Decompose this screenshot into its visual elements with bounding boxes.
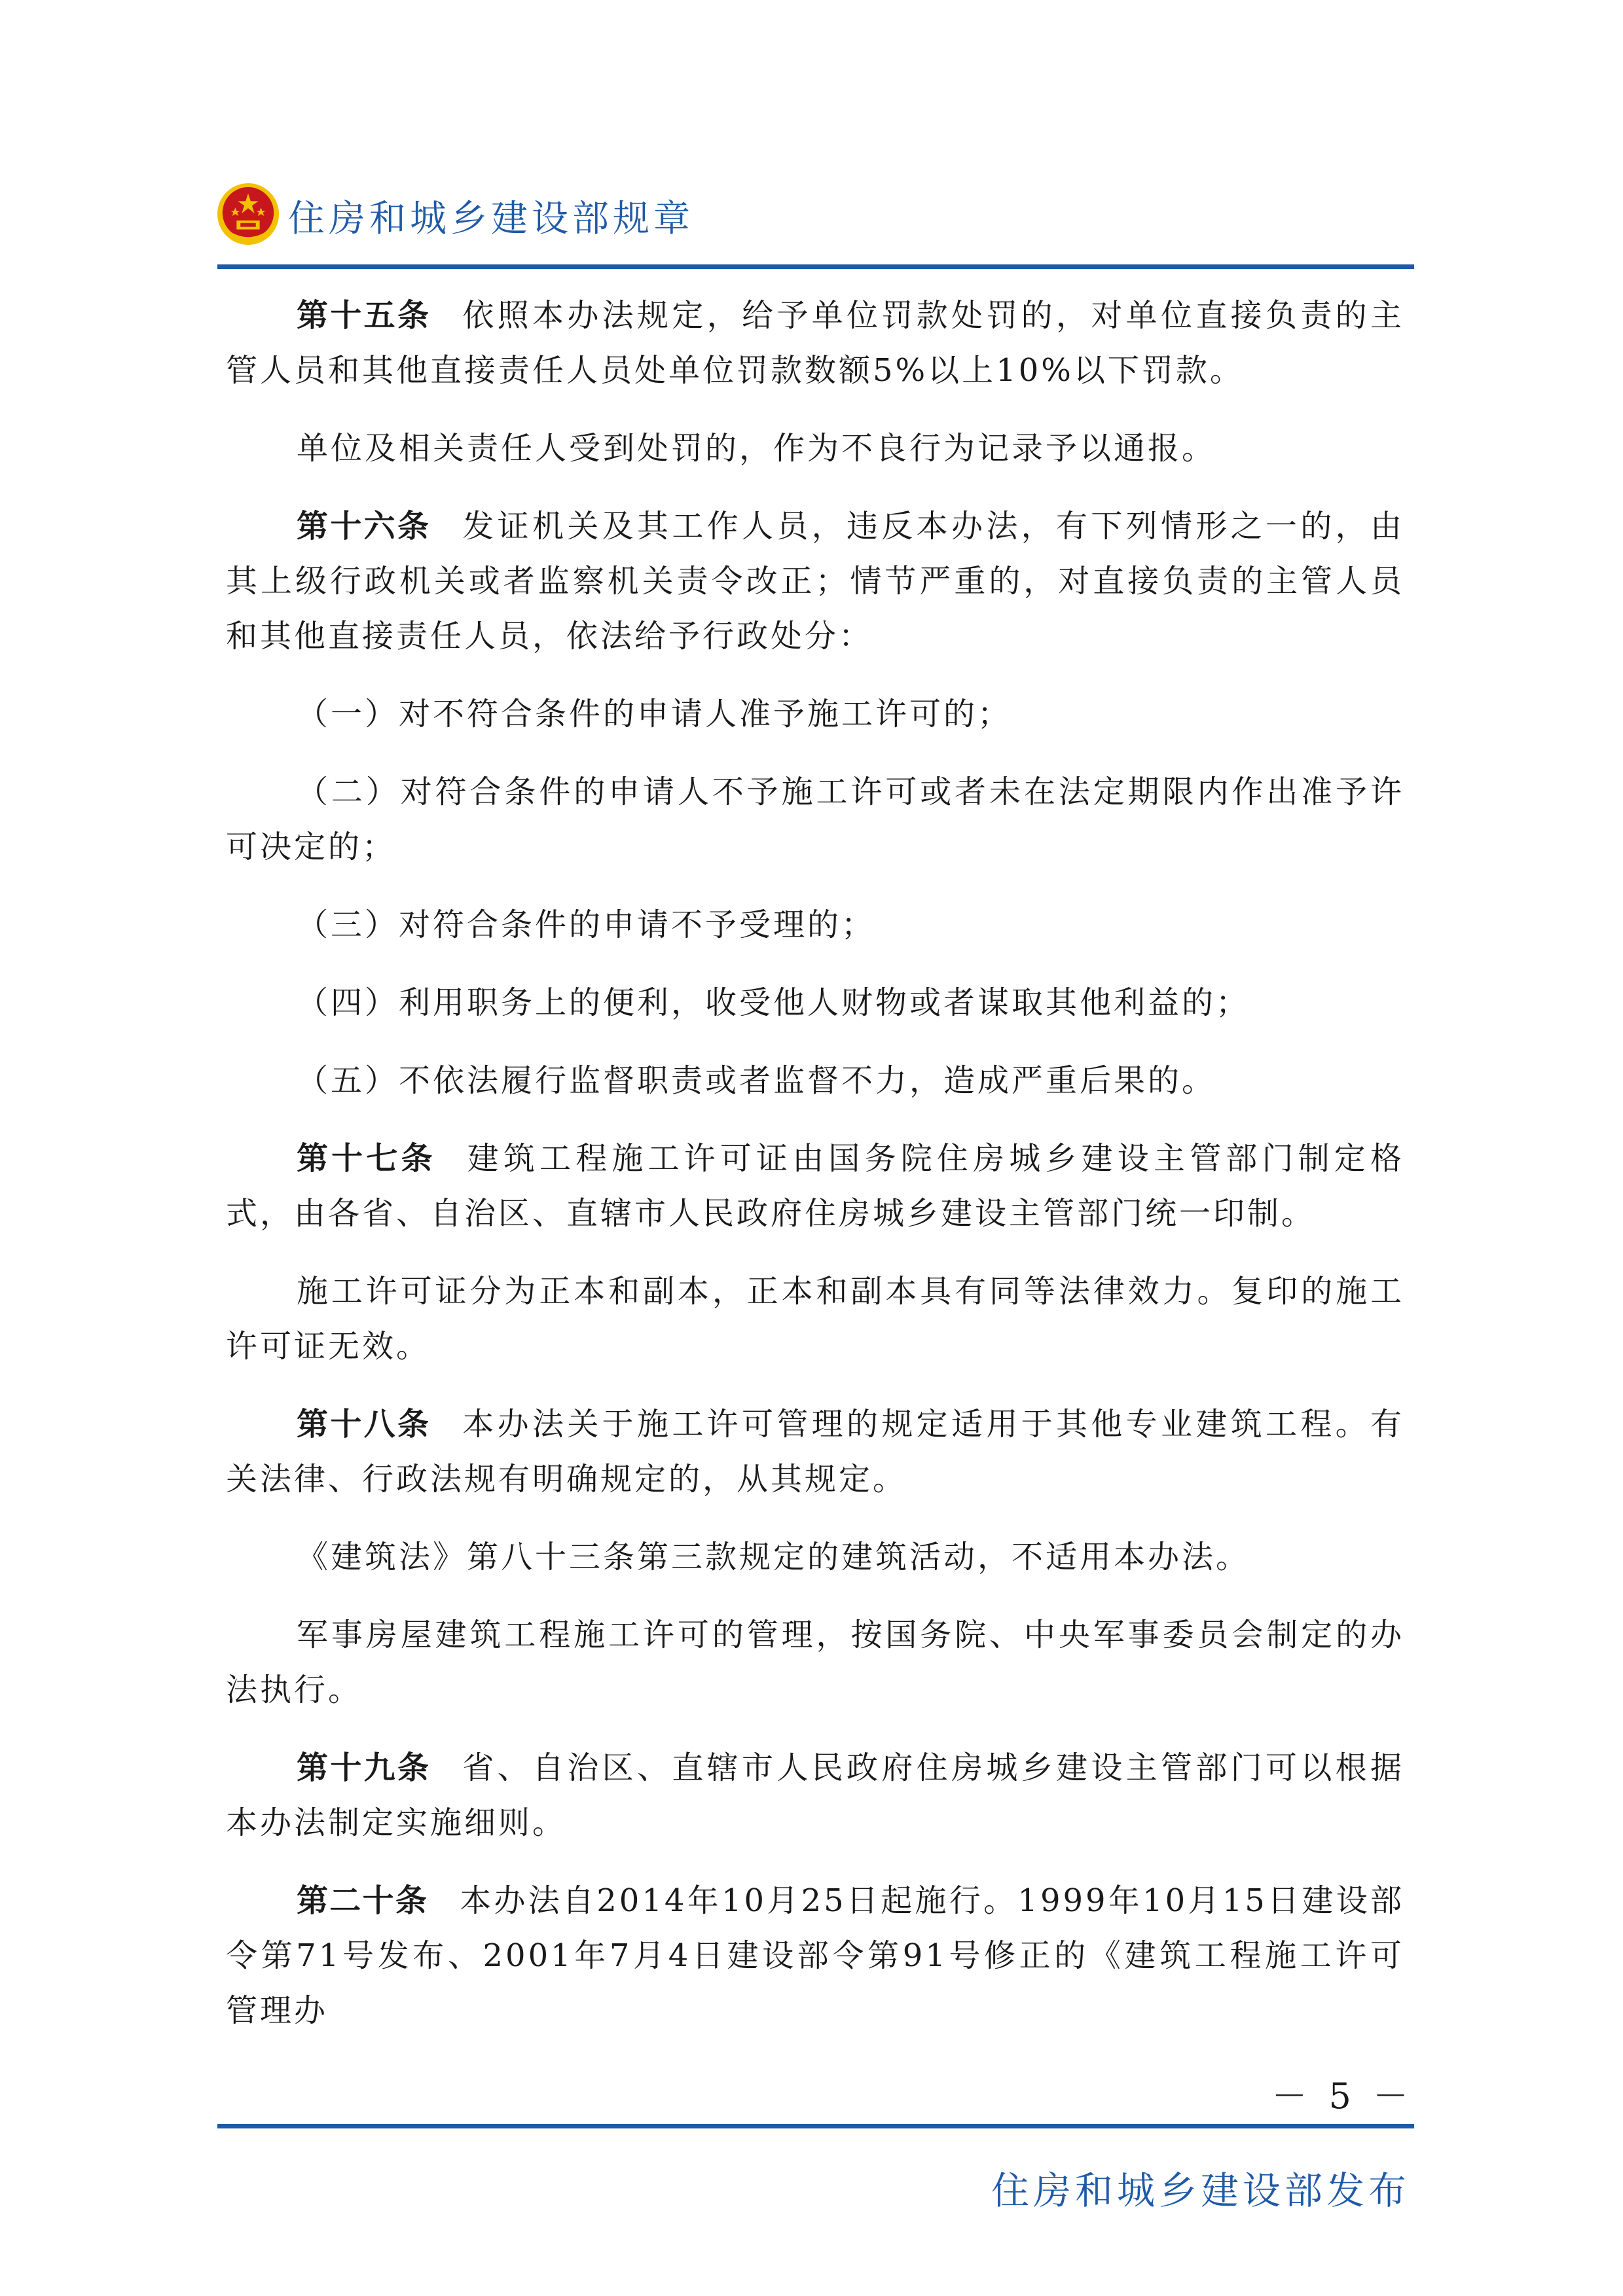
paragraph-text: 单位及相关责任人受到处罚的，作为不良行为记录予以通报。 — [297, 430, 1216, 467]
article-number: 第十六条 — [297, 508, 431, 545]
article-number: 第十八条 — [297, 1406, 431, 1443]
article-text: 本办法关于施工许可管理的规定适用于其他专业建筑工程。有关法律、行政法规有明确规定的，从其规定。 — [226, 1406, 1404, 1498]
article-16 — [226, 499, 1404, 664]
list-item-text: （一）对不符合条件的申请人准予施工许可的； — [297, 696, 1012, 732]
article-text: 发证机关及其工作人员，违反本办法，有下列情形之一的，由其上级行政机关或者监察机关责令改正；情节严重的，对直接负责的主管人员和其他直接责任人员，依法给予行政处分： — [226, 508, 1404, 655]
page-number: － 5 － — [1271, 2075, 1413, 2117]
list-item-text: （五）不依法履行监督职责或者监督不力，造成严重后果的。 — [297, 1062, 1216, 1099]
list-item — [226, 975, 1404, 1030]
list-item — [226, 764, 1404, 874]
article-text: 建筑工程施工许可证由国务院住房城乡建设主管部门制定格式，由各省、自治区、直辖市人民政府住房城乡建设主管部门统一印制。 — [226, 1140, 1404, 1232]
national-emblem-icon — [216, 182, 280, 246]
list-item-text: （二）对符合条件的申请人不予施工许可或者未在法定期限内作出准予许可决定的； — [226, 774, 1404, 865]
paragraph — [226, 421, 1404, 476]
paragraph — [226, 1530, 1404, 1585]
article-15 — [226, 288, 1404, 398]
article-19 — [226, 1740, 1404, 1850]
paragraph-text: 《建筑法》第八十三条第三款规定的建筑活动，不适用本办法。 — [297, 1539, 1250, 1575]
paragraph — [226, 1607, 1404, 1717]
list-item — [226, 687, 1404, 742]
page-header — [216, 175, 1414, 267]
document-body — [226, 288, 1404, 2038]
header-title: 住房和城乡建设部规章 — [288, 198, 694, 240]
footer-publisher: 住房和城乡建设部发布 — [991, 2168, 1410, 2213]
article-17 — [226, 1131, 1404, 1241]
article-number: 第二十条 — [297, 1882, 429, 1919]
list-item-text: （四）利用职务上的便利，收受他人财物或者谋取其他利益的； — [297, 984, 1250, 1021]
header-divider — [217, 264, 1414, 269]
list-item-text: （三）对符合条件的申请不予受理的； — [297, 906, 876, 943]
paragraph-text: 军事房屋建筑工程施工许可的管理，按国务院、中央军事委员会制定的办法执行。 — [226, 1617, 1404, 1708]
article-text: 省、自治区、直辖市人民政府住房城乡建设主管部门可以根据本办法制定实施细则。 — [226, 1749, 1404, 1841]
article-number: 第十九条 — [297, 1749, 431, 1786]
list-item — [226, 897, 1404, 952]
paragraph-text: 施工许可证分为正本和副本，正本和副本具有同等法律效力。复印的施工许可证无效。 — [226, 1273, 1404, 1365]
article-number: 第十七条 — [297, 1140, 436, 1177]
article-18 — [226, 1397, 1404, 1507]
list-item — [226, 1053, 1404, 1108]
article-number: 第十五条 — [297, 297, 431, 334]
article-text: 依照本办法规定，给予单位罚款处罚的，对单位直接负责的主管人员和其他直接责任人员处单位罚款数额5%以上10%以下罚款。 — [226, 297, 1404, 389]
article-20 — [226, 1873, 1404, 2038]
footer-divider — [217, 2124, 1414, 2128]
paragraph — [226, 1264, 1404, 1374]
article-text: 本办法自2014年10月25日起施行。1999年10月15日建设部令第71号发布、2001年7月4日建设部令第91号修正的《建筑工程施工许可管理办 — [226, 1882, 1404, 2029]
